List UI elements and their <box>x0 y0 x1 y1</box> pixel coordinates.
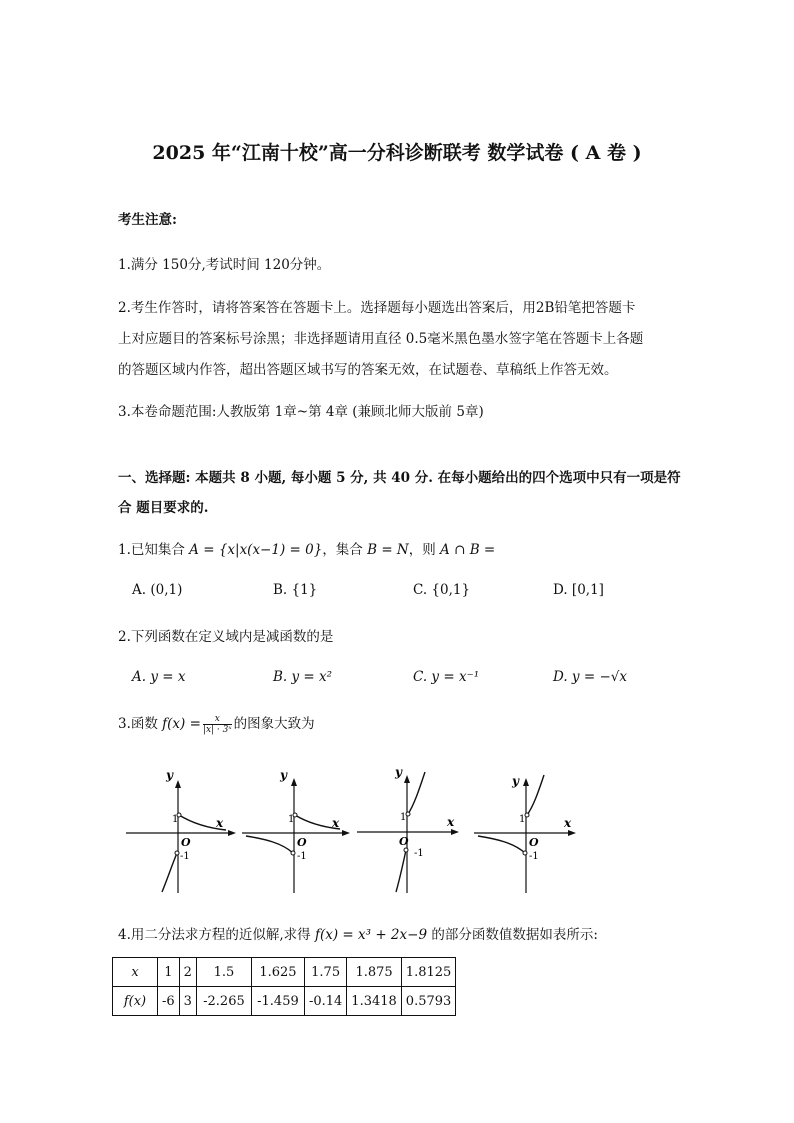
table-header-x: x <box>113 958 158 987</box>
exam-title: 2025 年“江南十校”高一分科诊断联考 数学试卷 ( A 卷 ) <box>152 142 642 164</box>
table-header-fx: f(x) <box>113 987 158 1016</box>
table-cell: -6 <box>158 987 180 1016</box>
graph-b-origin-label: O <box>297 836 307 849</box>
q2-option-d: D. y = −√x <box>553 669 627 685</box>
q1-option-d: D. [0,1] <box>553 582 604 598</box>
table-row <box>113 958 456 987</box>
graph-b-one-label: 1 <box>288 814 295 825</box>
q3-graph-b <box>240 765 360 895</box>
q1-option-c: C. {0,1} <box>413 582 471 598</box>
graph-c-x-label: x <box>447 815 455 829</box>
graph-a-y-label: y <box>166 768 173 782</box>
q1-set-a: A = {x|x(x−1) = 0} <box>189 542 323 558</box>
graph-d-neg-one-label: -1 <box>529 851 539 862</box>
section-1-heading-line-2: 合 题目要求的. <box>118 500 209 516</box>
graph-d-x-label: x <box>564 816 572 830</box>
q3-graph-a <box>122 765 242 895</box>
q4-text-a: 4.用二分法求方程的近似解,求得 <box>118 927 315 943</box>
table-cell: 1.5 <box>196 958 251 987</box>
q1-text-c: ，则 <box>408 542 441 558</box>
table-cell: -2.265 <box>196 987 251 1016</box>
q2-option-c: C. y = x⁻¹ <box>413 669 480 685</box>
question-2: 2.下列函数在定义域内是减函数的是 <box>118 629 334 645</box>
table-cell: 1 <box>158 958 180 987</box>
q3-fraction <box>203 714 232 735</box>
graph-a-one-label: 1 <box>172 814 179 825</box>
q3-func: f(x) = <box>162 716 201 732</box>
graph-b-neg-one-label: -1 <box>297 851 307 862</box>
table-cell: 1.625 <box>251 958 304 987</box>
q3-suffix: 的图象大致为 <box>233 716 315 732</box>
section-1-heading-line-1: 一、选择题: 本题共 8 小题, 每小题 5 分, 共 40 分. 在每小题给出的四个选项中只有一项是符 <box>118 470 681 486</box>
q1-text-b: ，集合 <box>322 542 368 558</box>
graph-a-x-label: x <box>216 816 224 830</box>
table-row <box>113 987 456 1016</box>
q3-graph-d <box>472 765 592 895</box>
q1-expr: A ∩ B = <box>440 542 496 558</box>
table-cell: 1.8125 <box>401 958 456 987</box>
graph-b-y-label: y <box>280 768 287 782</box>
note-2-line-3: 的答题区域内作答，超出答题区域书写的答案无效，在试题卷、草稿纸上作答无效。 <box>118 362 618 378</box>
table-cell: 2 <box>179 958 196 987</box>
graph-d-y-label: y <box>512 774 519 788</box>
graph-a-origin-label: O <box>181 836 191 849</box>
table-cell: 0.5793 <box>401 987 456 1016</box>
question-3 <box>118 712 315 735</box>
graph-b-x-label: x <box>332 816 340 830</box>
q3-frac-num: x <box>203 714 232 725</box>
table-cell: -0.14 <box>304 987 346 1016</box>
graph-d-one-label: 1 <box>519 814 526 825</box>
graph-a-neg-one-label: -1 <box>180 851 190 862</box>
q4-func: f(x) = x³ + 2x−9 <box>314 927 428 943</box>
q4-text-b: 的部分函数值数据如表所示: <box>427 927 598 943</box>
q4-value-table <box>112 957 456 1016</box>
q1-option-a: A. (0,1) <box>132 582 183 598</box>
table-cell: 1.3418 <box>347 987 402 1016</box>
note-3: 3.本卷命题范围:人教版第 1章~第 4章 (兼顾北师大版前 5章) <box>118 404 484 420</box>
graph-d-origin-label: O <box>529 836 539 849</box>
graph-c-origin-label: O <box>399 835 409 848</box>
q2-option-a: A. y = x <box>132 669 186 685</box>
table-cell: 3 <box>179 987 196 1016</box>
q1-set-b: B = N <box>367 542 409 558</box>
table-cell: 1.75 <box>304 958 346 987</box>
question-4 <box>118 923 598 943</box>
q1-text-a: 1.已知集合 <box>118 542 190 558</box>
question-1 <box>118 538 495 558</box>
table-cell: -1.459 <box>251 987 304 1016</box>
note-2-line-2: 上对应题目的答案标号涂黑；非选择题请用直径 0.5毫米黑色墨水签字笔在答题卡上各题 <box>118 331 644 347</box>
notice-heading: 考生注意: <box>118 212 177 228</box>
graph-c-neg-one-label: -1 <box>414 848 424 859</box>
q3-prefix: 3.函数 <box>118 716 163 732</box>
table-cell: 1.875 <box>347 958 402 987</box>
q2-option-b: B. y = x² <box>273 669 333 685</box>
q1-option-b: B. {1} <box>273 582 318 598</box>
note-2-line-1: 2.考生作答时，请将答案答在答题卡上。选择题每小题选出答案后，用2B铅笔把答题卡 <box>118 300 636 316</box>
graph-c-one-label: 1 <box>400 812 407 823</box>
q3-frac-den: |x| · 3ˣ <box>202 725 232 735</box>
q3-graph-c <box>355 760 475 895</box>
graph-c-y-label: y <box>395 765 402 779</box>
note-1: 1.满分 150分,考试时间 120分钟。 <box>118 257 331 273</box>
